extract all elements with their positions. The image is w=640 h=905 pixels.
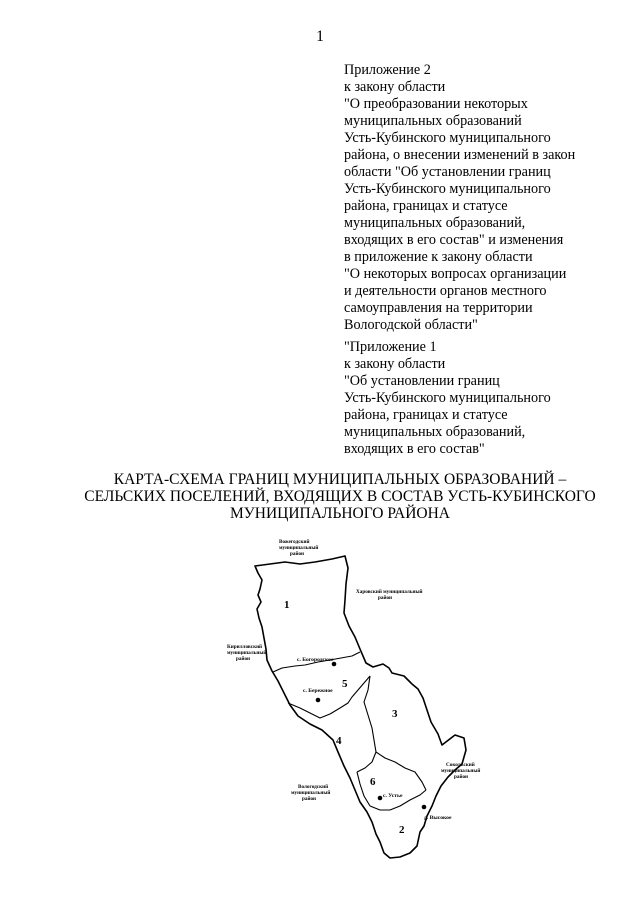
settlement-number-4: 4 — [336, 735, 342, 747]
settlement-number-5: 5 — [342, 678, 348, 690]
svg-text:район: район — [236, 656, 251, 662]
appendix-2-line: входящих в его состав" и изменения — [344, 232, 564, 248]
boundary-3-6 — [376, 752, 426, 790]
appendix-1-line: входящих в его состав" — [344, 441, 485, 457]
svg-text:район: район — [290, 551, 305, 557]
svg-text:район: район — [302, 796, 317, 802]
appendix-2-line: "О преобразовании некоторых — [344, 96, 528, 112]
appendix-2-line: в приложение к закону области — [344, 249, 533, 265]
village-label-bogorodskoe: с. Богородское — [297, 657, 334, 663]
appendix-2-line: муниципальных образований, — [344, 215, 526, 231]
neighbor-label-kirillovsky — [227, 643, 266, 662]
neighbor-label-vozhegodsky — [279, 538, 318, 557]
village-marker-berezhnoe — [316, 698, 321, 703]
svg-text:муниципальный: муниципальный — [441, 768, 481, 774]
village-marker-vysokoe — [422, 805, 427, 810]
svg-text:район: район — [454, 774, 469, 780]
svg-text:Сокольский: Сокольский — [446, 762, 475, 768]
neighbor-label-kharovsky — [356, 588, 423, 601]
appendix-2-line: Усть-Кубинского муниципального — [344, 181, 551, 197]
svg-text:муниципальный: муниципальный — [227, 650, 267, 656]
appendix-2-line: Приложение 2 — [344, 62, 431, 78]
appendix-1-line: "Приложение 1 — [344, 339, 437, 355]
settlement-number-3: 3 — [392, 708, 398, 720]
appendix-2-line: "О некоторых вопросах организации — [344, 266, 567, 282]
appendix-2-line: к закону области — [344, 79, 446, 95]
appendix-2-line: самоуправления на территории — [344, 300, 533, 316]
svg-text:район: район — [378, 595, 393, 601]
appendix-2-line: и деятельности органов местного — [344, 283, 547, 299]
village-label-vysokoe: д. Высокое — [424, 815, 452, 821]
svg-text:муниципальный: муниципальный — [291, 790, 331, 796]
appendix-1-line: к закону области — [344, 356, 446, 372]
svg-text:Вологодский: Вологодский — [298, 784, 329, 790]
svg-text:Харовский муниципальный: Харовский муниципальный — [356, 589, 423, 595]
title-line: КАРТА-СХЕМА ГРАНИЦ МУНИЦИПАЛЬНЫХ ОБРАЗОВАНИЙ – — [113, 471, 567, 488]
village-label-ustye: с. Устье — [383, 793, 403, 799]
settlement-number-6: 6 — [370, 776, 376, 788]
page-number: 1 — [316, 28, 324, 45]
appendix-1-line: "Об установлении границ — [344, 373, 500, 389]
svg-text:Вожегодский: Вожегодский — [279, 539, 310, 545]
settlement-number-2: 2 — [399, 824, 405, 836]
appendix-1-line: Усть-Кубинского муниципального — [344, 390, 551, 406]
village-label-berezhnoe: с. Бережное — [303, 688, 333, 694]
appendix-2-line: муниципальных образований — [344, 113, 522, 129]
appendix-2-line: области "Об установлении границ — [344, 164, 551, 180]
neighbor-label-vologodsky — [291, 783, 330, 802]
appendix-2-line: района, о внесении изменений в закон — [344, 147, 576, 163]
appendix-2-line: района, границах и статусе — [344, 198, 508, 214]
boundary-4-3 — [357, 676, 376, 772]
settlement-number-1: 1 — [284, 599, 290, 611]
appendix-2-line: Вологодской области" — [344, 317, 478, 333]
boundary-5-4 — [288, 676, 370, 718]
appendix-1-line: муниципальных образований, — [344, 424, 526, 440]
appendix-1-line: района, границах и статусе — [344, 407, 508, 423]
appendix-2-line: Усть-Кубинского муниципального — [344, 130, 551, 146]
svg-text:Кирилловский: Кирилловский — [227, 644, 263, 650]
title-line: МУНИЦИПАЛЬНОГО РАЙОНА — [230, 505, 450, 522]
svg-text:муниципальный: муниципальный — [279, 545, 319, 551]
title-line: СЕЛЬСКИХ ПОСЕЛЕНИЙ, ВХОДЯЩИХ В СОСТАВ УСТЬ-КУБИНСКОГО — [84, 488, 596, 505]
village-marker-ustye — [378, 796, 383, 801]
